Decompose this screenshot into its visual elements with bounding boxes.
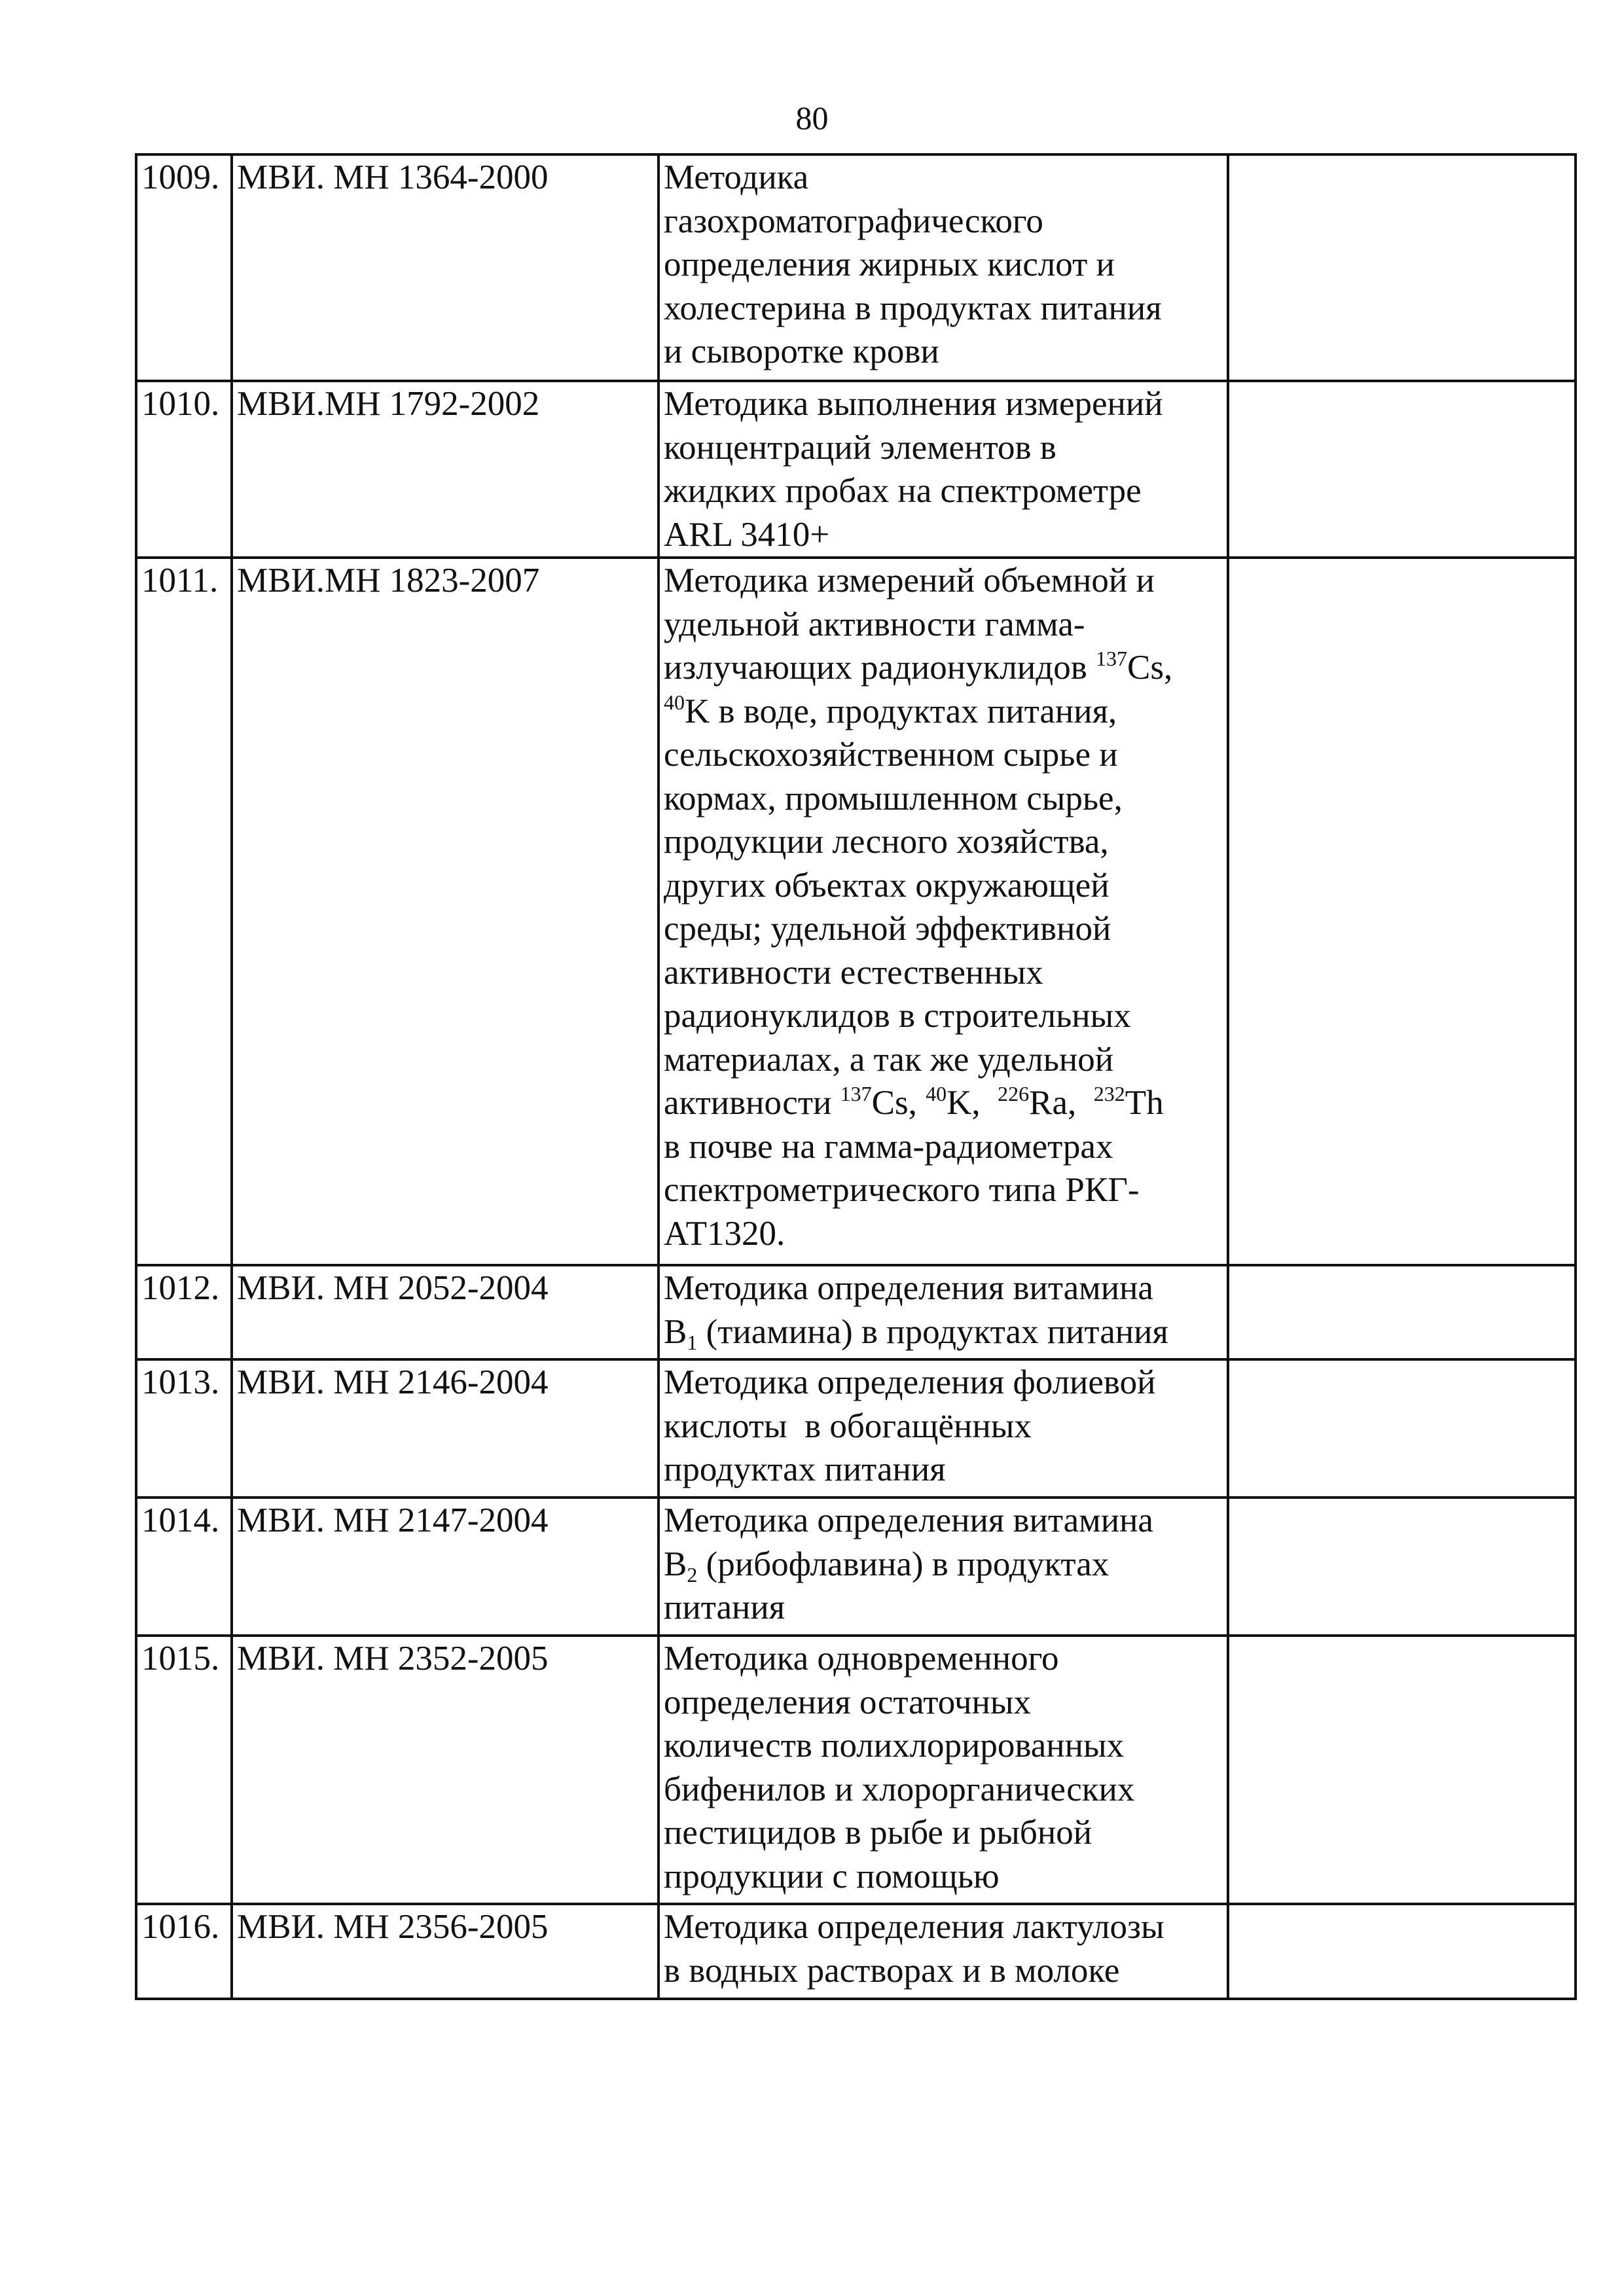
method-title-line (664, 690, 1227, 734)
title-text: материалах, а так же удельной (664, 1040, 1114, 1079)
row-number-cell (136, 1636, 232, 1904)
method-title-line (664, 1310, 1227, 1354)
title-text: активности (664, 1084, 840, 1122)
empty-cell (1228, 1498, 1576, 1636)
title-text: среды; удельной эффективной (664, 910, 1111, 948)
title-text: (рибофлавина) в продуктах (697, 1545, 1110, 1583)
title-text: пестицидов в рыбе и рыбной (664, 1814, 1092, 1852)
title-text: Методика определения лактулозы (664, 1908, 1164, 1946)
method-code: МВИ. МН 1364-2000 (237, 158, 549, 196)
table-row (136, 154, 1576, 381)
row-number: 1013. (141, 1363, 220, 1401)
title-text: Cs, (871, 1084, 926, 1122)
title-text: Методика определения фолиевой (664, 1363, 1156, 1401)
method-title-line (664, 864, 1227, 908)
empty-cell (1228, 1359, 1576, 1498)
title-text: продукции с помощью (664, 1857, 1000, 1895)
title-text: ARL 3410+ (664, 515, 830, 554)
title-text: питания (664, 1588, 785, 1626)
empty-cell (1228, 154, 1576, 381)
title-text: активности естественных (664, 953, 1043, 992)
empty-cell (1228, 1636, 1576, 1904)
method-title-line (664, 1125, 1227, 1169)
row-number-cell (136, 1904, 232, 1999)
method-title-cell (659, 1359, 1228, 1498)
method-title-line (664, 1212, 1227, 1256)
method-title-cell (659, 1636, 1228, 1904)
method-title-line (664, 1637, 1227, 1681)
method-code-cell (232, 558, 659, 1265)
title-text: Методика измерений объемной и (664, 562, 1155, 600)
page-number: 80 (795, 99, 829, 136)
method-title-line (664, 951, 1227, 995)
isotope-mass-number: 40 (664, 690, 685, 714)
title-text: количеств полихлорированных (664, 1727, 1125, 1765)
title-text: удельной активности гамма- (664, 605, 1085, 643)
method-title-line (664, 559, 1227, 603)
method-title-line (664, 1586, 1227, 1630)
title-text: B (664, 1312, 687, 1351)
title-text: Методика определения витамина (664, 1269, 1153, 1307)
title-text: продуктах питания (664, 1450, 946, 1488)
method-title-cell (659, 1265, 1228, 1359)
row-number: 1015. (141, 1640, 220, 1677)
method-title-line (664, 382, 1227, 426)
method-code-cell (232, 154, 659, 381)
vitamin-subscript: 1 (687, 1330, 698, 1354)
isotope-mass-number: 226 (998, 1082, 1030, 1105)
method-title-line (664, 1905, 1227, 1949)
method-title-line (664, 200, 1227, 243)
method-title-line (664, 1361, 1227, 1405)
method-title-cell (659, 381, 1228, 558)
method-title-line (664, 330, 1227, 374)
method-title-line (664, 1724, 1227, 1768)
method-code: МВИ.МН 1792-2002 (237, 385, 540, 423)
title-text: в водных растворах и в молоке (664, 1951, 1120, 1990)
title-text: концентраций элементов в (664, 428, 1056, 467)
method-title-line (664, 603, 1227, 647)
method-code-cell (232, 1636, 659, 1904)
method-title-line (664, 1168, 1227, 1212)
method-code: МВИ. МН 2146-2004 (237, 1363, 549, 1401)
method-title-line (664, 994, 1227, 1038)
row-number-cell (136, 1498, 232, 1636)
title-text: определения жирных кислот и (664, 245, 1115, 283)
method-title-line (664, 1855, 1227, 1899)
row-number: 1014. (141, 1501, 220, 1539)
title-text: в почве на гамма-радиометрах (664, 1127, 1113, 1166)
title-text: сельскохозяйственном сырье и (664, 736, 1118, 774)
vitamin-subscript: 2 (687, 1562, 698, 1587)
method-code-cell (232, 381, 659, 558)
table-row (136, 558, 1576, 1265)
title-text: АТ1320. (664, 1214, 785, 1253)
method-title-line (664, 243, 1227, 287)
method-title-line (664, 1448, 1227, 1492)
method-title-line (664, 1811, 1227, 1855)
isotope-mass-number: 232 (1093, 1082, 1125, 1105)
method-title-cell (659, 1904, 1228, 1999)
title-text: Ra, (1029, 1084, 1094, 1122)
method-title-line (664, 1949, 1227, 1993)
method-title-line (664, 426, 1227, 470)
method-title-line (664, 733, 1227, 777)
isotope-mass-number: 40 (926, 1082, 947, 1105)
row-number-cell (136, 381, 232, 558)
title-text: и сыворотке крови (664, 332, 939, 370)
table-row (136, 1498, 1576, 1636)
table-body (136, 154, 1576, 1999)
method-title-line (664, 1405, 1227, 1448)
method-title-line (664, 820, 1227, 864)
title-text: газохроматографического (664, 202, 1043, 240)
method-title-line (664, 469, 1227, 513)
method-code: МВИ. МН 2356-2005 (237, 1908, 549, 1946)
table-row (136, 1904, 1576, 1999)
method-title-line (664, 1038, 1227, 1082)
empty-cell (1228, 558, 1576, 1265)
title-text: Методика (664, 158, 809, 196)
row-number-cell (136, 154, 232, 381)
title-text: кормах, промышленном сырье, (664, 779, 1123, 817)
table-row (136, 381, 1576, 558)
methods-registry-table (135, 153, 1577, 2000)
isotope-mass-number: 137 (1095, 647, 1127, 670)
row-number: 1011. (141, 562, 219, 600)
method-title-line (664, 646, 1227, 690)
title-text: Th (1125, 1084, 1164, 1122)
title-text: Cs, (1127, 649, 1173, 687)
title-text: спектрометрического типа РКГ- (664, 1171, 1140, 1209)
title-text: холестерина в продуктах питания (664, 289, 1162, 327)
method-title-line (664, 1543, 1227, 1587)
method-title-line (664, 1266, 1227, 1310)
table-row (136, 1636, 1576, 1904)
method-title-line (664, 1768, 1227, 1812)
title-text: (тиамина) в продуктах питания (697, 1312, 1168, 1351)
method-title-line (664, 907, 1227, 951)
method-code: МВИ. МН 2352-2005 (237, 1640, 549, 1677)
title-text: жидких пробах на спектрометре (664, 472, 1142, 510)
method-title-cell (659, 154, 1228, 381)
title-text: радионуклидов в строительных (664, 997, 1131, 1035)
title-text: K, (947, 1084, 998, 1122)
isotope-mass-number: 137 (840, 1082, 872, 1105)
method-code: МВИ. МН 2052-2004 (237, 1269, 549, 1307)
row-number-cell (136, 1359, 232, 1498)
method-code-cell (232, 1904, 659, 1999)
method-title-line (664, 777, 1227, 821)
method-code-cell (232, 1498, 659, 1636)
method-code: МВИ. МН 2147-2004 (237, 1501, 549, 1539)
title-text: Методика выполнения измерений (664, 385, 1163, 423)
method-code-cell (232, 1265, 659, 1359)
method-title-cell (659, 558, 1228, 1265)
method-code-cell (232, 1359, 659, 1498)
title-text: бифенилов и хлорорганических (664, 1770, 1135, 1808)
title-text: кислоты в обогащённых (664, 1407, 1032, 1445)
row-number: 1009. (141, 158, 220, 196)
row-number-cell (136, 1265, 232, 1359)
method-title-cell (659, 1498, 1228, 1636)
method-title-line (664, 513, 1227, 557)
table-row (136, 1265, 1576, 1359)
method-title-line (664, 1499, 1227, 1543)
title-text: K в воде, продуктах питания, (685, 692, 1117, 730)
row-number: 1012. (141, 1269, 220, 1307)
title-text: Методика определения витамина (664, 1501, 1153, 1539)
row-number: 1016. (141, 1908, 220, 1946)
table-row (136, 1359, 1576, 1498)
empty-cell (1228, 1904, 1576, 1999)
title-text: определения остаточных (664, 1683, 1032, 1721)
title-text: B (664, 1545, 687, 1583)
title-text: продукции лесного хозяйства, (664, 823, 1109, 861)
method-title-line (664, 1081, 1227, 1125)
empty-cell (1228, 381, 1576, 558)
row-number: 1010. (141, 385, 220, 423)
empty-cell (1228, 1265, 1576, 1359)
method-title-line (664, 287, 1227, 331)
title-text: излучающих радионуклидов (664, 649, 1096, 687)
method-code: МВИ.МН 1823-2007 (237, 562, 540, 600)
method-title-line (664, 1681, 1227, 1725)
row-number-cell (136, 558, 232, 1265)
method-title-line (664, 156, 1227, 200)
title-text: других объектах окружающей (664, 866, 1110, 905)
title-text: Методика одновременного (664, 1640, 1059, 1677)
